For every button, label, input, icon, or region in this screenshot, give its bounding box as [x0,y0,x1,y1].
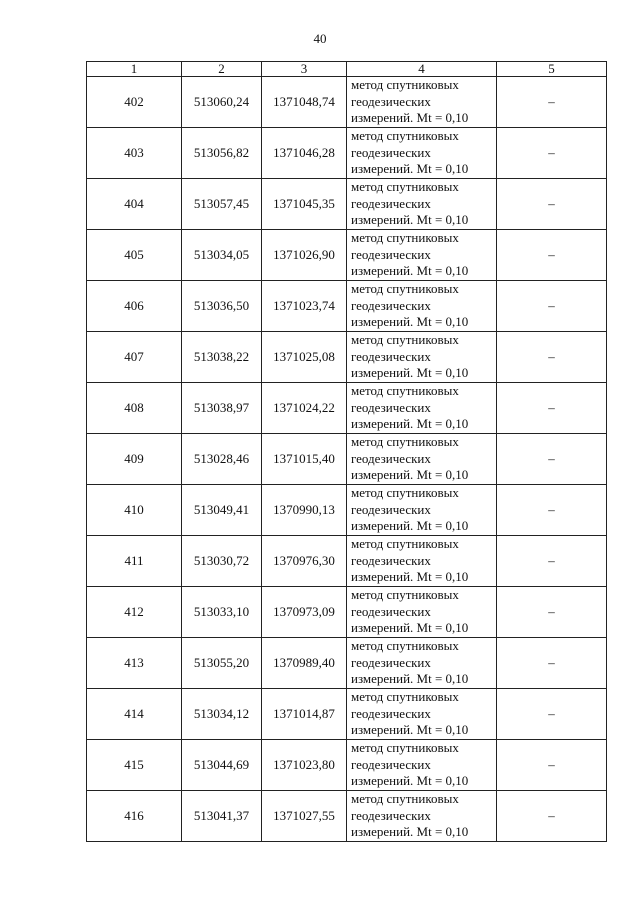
method-cell [347,332,497,383]
method-line: измерений. Mt = 0,10 [351,671,469,687]
column-5-cell: – [497,638,607,689]
coordinates-table [86,61,607,842]
column-5-cell: – [497,230,607,281]
method-line: геодезических [351,93,431,109]
x-coordinate-cell: 513041,37 [182,791,262,842]
table-row [87,587,607,638]
point-number-cell: 402 [87,77,182,128]
column-5-cell: – [497,383,607,434]
method-line: геодезических [351,297,431,313]
column-header-2: 2 [182,62,262,77]
point-number-cell: 412 [87,587,182,638]
method-line: геодезических [351,807,431,823]
method-cell [347,230,497,281]
column-5-cell: – [497,332,607,383]
table-row [87,281,607,332]
page-number: 40 [313,31,327,46]
column-5-cell: – [497,587,607,638]
method-line: геодезических [351,654,431,670]
point-number-cell: 403 [87,128,182,179]
x-coordinate-cell: 513055,20 [182,638,262,689]
method-cell [347,791,497,842]
point-number-cell: 414 [87,689,182,740]
method-line: метод спутниковых [351,536,459,552]
column-5-cell: – [497,740,607,791]
x-coordinate-cell: 513038,97 [182,383,262,434]
method-line: геодезических [351,144,431,160]
method-line: геодезических [351,195,431,211]
method-line: измерений. Mt = 0,10 [351,110,469,126]
point-number-cell: 411 [87,536,182,587]
method-line: геодезических [351,348,431,364]
column-header-1: 1 [87,62,182,77]
y-coordinate-cell: 1370990,13 [262,485,347,536]
method-line: метод спутниковых [351,281,459,297]
method-line: измерений. Mt = 0,10 [351,620,469,636]
method-line: измерений. Mt = 0,10 [351,722,469,738]
method-cell [347,536,497,587]
point-number-cell: 404 [87,179,182,230]
y-coordinate-cell: 1371025,08 [262,332,347,383]
x-coordinate-cell: 513036,50 [182,281,262,332]
method-cell [347,740,497,791]
y-coordinate-cell: 1371024,22 [262,383,347,434]
method-line: метод спутниковых [351,179,459,195]
method-line: измерений. Mt = 0,10 [351,161,469,177]
x-coordinate-cell: 513034,12 [182,689,262,740]
method-line: измерений. Mt = 0,10 [351,518,469,534]
x-coordinate-cell: 513038,22 [182,332,262,383]
y-coordinate-cell: 1370989,40 [262,638,347,689]
method-line: метод спутниковых [351,638,459,654]
table-row [87,434,607,485]
point-number-cell: 410 [87,485,182,536]
table-row [87,179,607,230]
x-coordinate-cell: 513056,82 [182,128,262,179]
point-number-cell: 416 [87,791,182,842]
table-row [87,230,607,281]
column-5-cell: – [497,128,607,179]
method-line: геодезических [351,603,431,619]
x-coordinate-cell: 513034,05 [182,230,262,281]
method-line: геодезических [351,552,431,568]
column-5-cell: – [497,791,607,842]
method-line: измерений. Mt = 0,10 [351,314,469,330]
method-cell [347,689,497,740]
point-number-cell: 406 [87,281,182,332]
x-coordinate-cell: 513033,10 [182,587,262,638]
method-line: метод спутниковых [351,383,459,399]
method-cell [347,383,497,434]
method-line: метод спутниковых [351,128,459,144]
method-line: метод спутниковых [351,740,459,756]
method-line: измерений. Mt = 0,10 [351,365,469,381]
y-coordinate-cell: 1371014,87 [262,689,347,740]
table-row [87,128,607,179]
point-number-cell: 405 [87,230,182,281]
column-5-cell: – [497,689,607,740]
table-body [87,77,607,842]
method-line: метод спутниковых [351,434,459,450]
column-5-cell: – [497,179,607,230]
method-line: метод спутниковых [351,332,459,348]
method-cell [347,128,497,179]
method-line: измерений. Mt = 0,10 [351,416,469,432]
method-line: метод спутниковых [351,230,459,246]
method-line: метод спутниковых [351,77,459,93]
y-coordinate-cell: 1371026,90 [262,230,347,281]
column-5-cell: – [497,485,607,536]
table-row [87,77,607,128]
x-coordinate-cell: 513057,45 [182,179,262,230]
point-number-cell: 409 [87,434,182,485]
x-coordinate-cell: 513044,69 [182,740,262,791]
method-cell [347,434,497,485]
y-coordinate-cell: 1371023,80 [262,740,347,791]
method-line: геодезических [351,756,431,772]
table-row [87,383,607,434]
method-line: измерений. Mt = 0,10 [351,263,469,279]
table-header-row [87,62,607,77]
table-row [87,485,607,536]
column-5-cell: – [497,281,607,332]
method-line: метод спутниковых [351,689,459,705]
method-line: измерений. Mt = 0,10 [351,569,469,585]
method-line: измерений. Mt = 0,10 [351,212,469,228]
method-line: геодезических [351,246,431,262]
method-line: измерений. Mt = 0,10 [351,824,469,840]
method-line: геодезических [351,501,431,517]
method-cell [347,587,497,638]
method-cell [347,281,497,332]
table-row [87,536,607,587]
x-coordinate-cell: 513028,46 [182,434,262,485]
method-cell [347,485,497,536]
table-row [87,791,607,842]
method-line: метод спутниковых [351,485,459,501]
point-number-cell: 413 [87,638,182,689]
column-5-cell: – [497,77,607,128]
y-coordinate-cell: 1371027,55 [262,791,347,842]
y-coordinate-cell: 1371046,28 [262,128,347,179]
column-header-5: 5 [497,62,607,77]
point-number-cell: 415 [87,740,182,791]
method-line: геодезических [351,450,431,466]
method-line: геодезических [351,399,431,415]
table-row [87,332,607,383]
method-cell [347,77,497,128]
method-line: геодезических [351,705,431,721]
x-coordinate-cell: 513060,24 [182,77,262,128]
y-coordinate-cell: 1370976,30 [262,536,347,587]
column-header-3: 3 [262,62,347,77]
method-line: измерений. Mt = 0,10 [351,467,469,483]
method-line: метод спутниковых [351,587,459,603]
table-row [87,638,607,689]
x-coordinate-cell: 513049,41 [182,485,262,536]
column-5-cell: – [497,434,607,485]
method-cell [347,179,497,230]
table-row [87,740,607,791]
column-header-4: 4 [347,62,497,77]
x-coordinate-cell: 513030,72 [182,536,262,587]
point-number-cell: 407 [87,332,182,383]
y-coordinate-cell: 1371015,40 [262,434,347,485]
y-coordinate-cell: 1370973,09 [262,587,347,638]
table-row [87,689,607,740]
method-line: измерений. Mt = 0,10 [351,773,469,789]
y-coordinate-cell: 1371045,35 [262,179,347,230]
column-5-cell: – [497,536,607,587]
y-coordinate-cell: 1371048,74 [262,77,347,128]
point-number-cell: 408 [87,383,182,434]
y-coordinate-cell: 1371023,74 [262,281,347,332]
method-cell [347,638,497,689]
method-line: метод спутниковых [351,791,459,807]
